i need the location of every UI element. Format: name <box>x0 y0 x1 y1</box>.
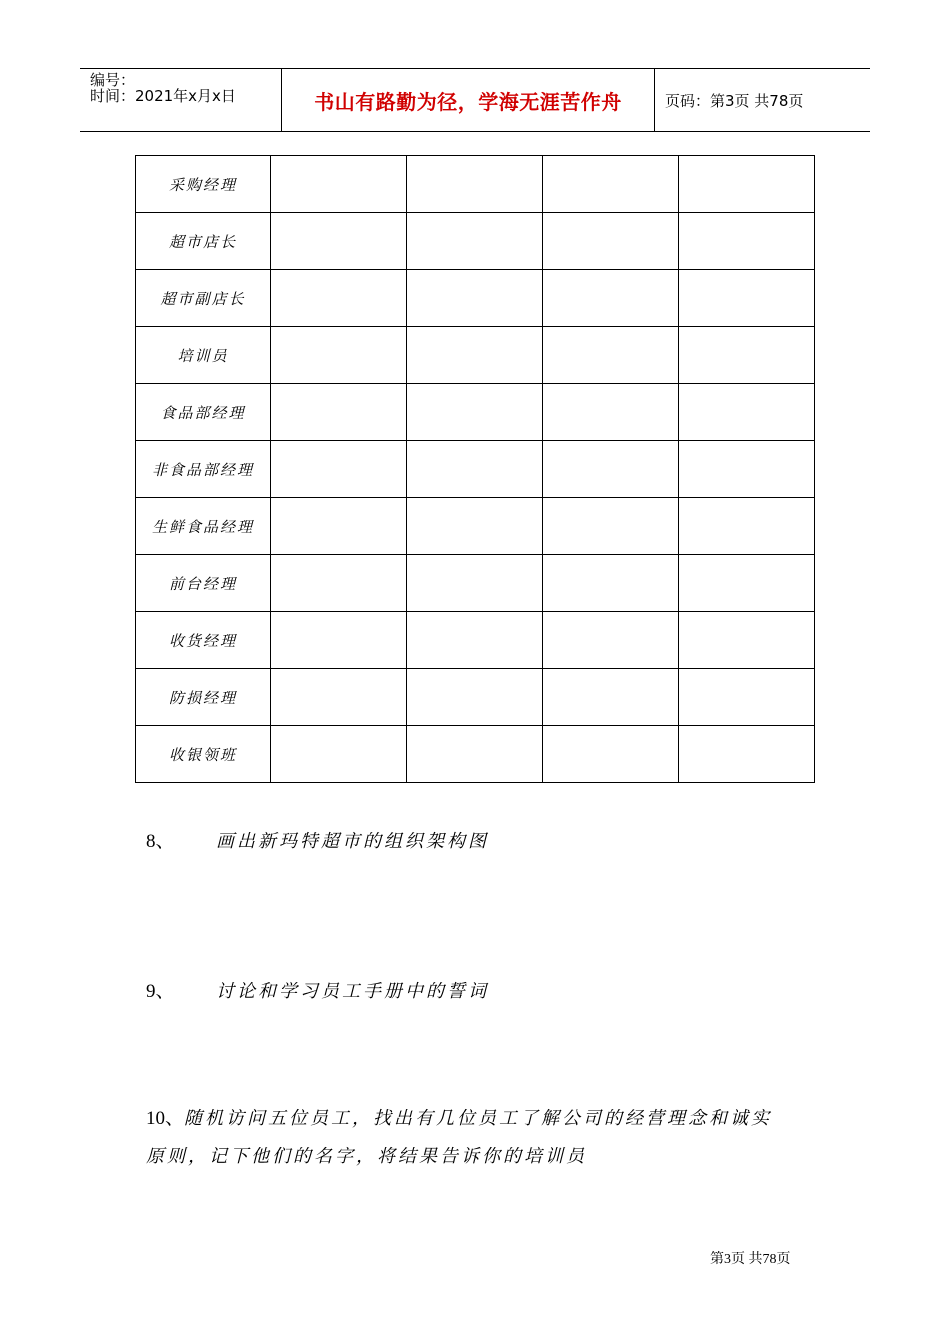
role-cell: 防损经理 <box>136 669 271 726</box>
blank-cell <box>543 498 679 555</box>
blank-cell <box>271 327 407 384</box>
table-row <box>136 213 815 270</box>
blank-cell <box>679 726 815 783</box>
table-row <box>136 327 815 384</box>
page-footer: 第3页 共78页 <box>710 1252 791 1267</box>
table-row <box>136 270 815 327</box>
blank-cell <box>407 384 543 441</box>
table-row <box>136 726 815 783</box>
blank-cell <box>407 327 543 384</box>
question-10-text-line1: 随机访问五位员工，找出有几位员工了解公司的经营理念和诚实 <box>184 1108 773 1129</box>
blank-cell <box>679 270 815 327</box>
blank-cell <box>407 156 543 213</box>
blank-cell <box>271 726 407 783</box>
blank-cell <box>407 612 543 669</box>
blank-cell <box>271 441 407 498</box>
question-10-text-line2: 原则，记下他们的名字，将结果告诉你的培训员 <box>146 1146 587 1167</box>
blank-cell <box>543 555 679 612</box>
blank-cell <box>543 213 679 270</box>
question-9-text: 讨论和学习员工手册中的誓词 <box>216 981 489 1002</box>
question-10 <box>146 1100 846 1176</box>
blank-cell <box>407 441 543 498</box>
blank-cell <box>271 669 407 726</box>
blank-cell <box>543 669 679 726</box>
header-meta <box>80 69 282 131</box>
blank-cell <box>679 669 815 726</box>
blank-cell <box>271 555 407 612</box>
role-cell: 收货经理 <box>136 612 271 669</box>
table-row <box>136 384 815 441</box>
blank-cell <box>407 270 543 327</box>
table-row <box>136 555 815 612</box>
question-9 <box>146 976 489 1003</box>
blank-cell <box>407 669 543 726</box>
role-cell: 超市店长 <box>136 213 271 270</box>
document-time-label: 时间：2021年x月x日 <box>90 87 236 105</box>
blank-cell <box>407 555 543 612</box>
table-row <box>136 612 815 669</box>
roles-table <box>135 155 815 783</box>
blank-cell <box>679 156 815 213</box>
blank-cell <box>407 498 543 555</box>
blank-cell <box>543 156 679 213</box>
question-8 <box>146 826 489 853</box>
blank-cell <box>679 612 815 669</box>
blank-cell <box>543 270 679 327</box>
blank-cell <box>679 441 815 498</box>
table-row <box>136 498 815 555</box>
question-10-number: 10、 <box>146 1108 185 1129</box>
blank-cell <box>407 213 543 270</box>
role-cell: 食品部经理 <box>136 384 271 441</box>
header-motto: 书山有路勤为径，学海无涯苦作舟 <box>282 69 655 131</box>
blank-cell <box>543 612 679 669</box>
blank-cell <box>271 612 407 669</box>
blank-cell <box>271 213 407 270</box>
question-9-number: 9、 <box>146 981 175 1002</box>
role-cell: 收银领班 <box>136 726 271 783</box>
question-8-number: 8、 <box>146 831 175 852</box>
blank-cell <box>407 726 543 783</box>
blank-cell <box>543 726 679 783</box>
question-8-text: 画出新玛特超市的组织架构图 <box>216 831 489 852</box>
table-row <box>136 156 815 213</box>
role-cell: 超市副店长 <box>136 270 271 327</box>
blank-cell <box>679 213 815 270</box>
document-number-label: 编号： <box>90 71 136 89</box>
role-cell: 非食品部经理 <box>136 441 271 498</box>
blank-cell <box>679 498 815 555</box>
blank-cell <box>543 384 679 441</box>
role-cell: 生鲜食品经理 <box>136 498 271 555</box>
blank-cell <box>679 327 815 384</box>
header-page-info: 页码：第3页 共78页 <box>665 91 804 110</box>
table-row <box>136 669 815 726</box>
blank-cell <box>271 498 407 555</box>
table-row <box>136 441 815 498</box>
blank-cell <box>679 384 815 441</box>
page-header <box>80 68 870 132</box>
blank-cell <box>679 555 815 612</box>
blank-cell <box>271 384 407 441</box>
blank-cell <box>543 327 679 384</box>
blank-cell <box>543 441 679 498</box>
blank-cell <box>271 156 407 213</box>
blank-cell <box>271 270 407 327</box>
role-cell: 采购经理 <box>136 156 271 213</box>
role-cell: 培训员 <box>136 327 271 384</box>
role-cell: 前台经理 <box>136 555 271 612</box>
